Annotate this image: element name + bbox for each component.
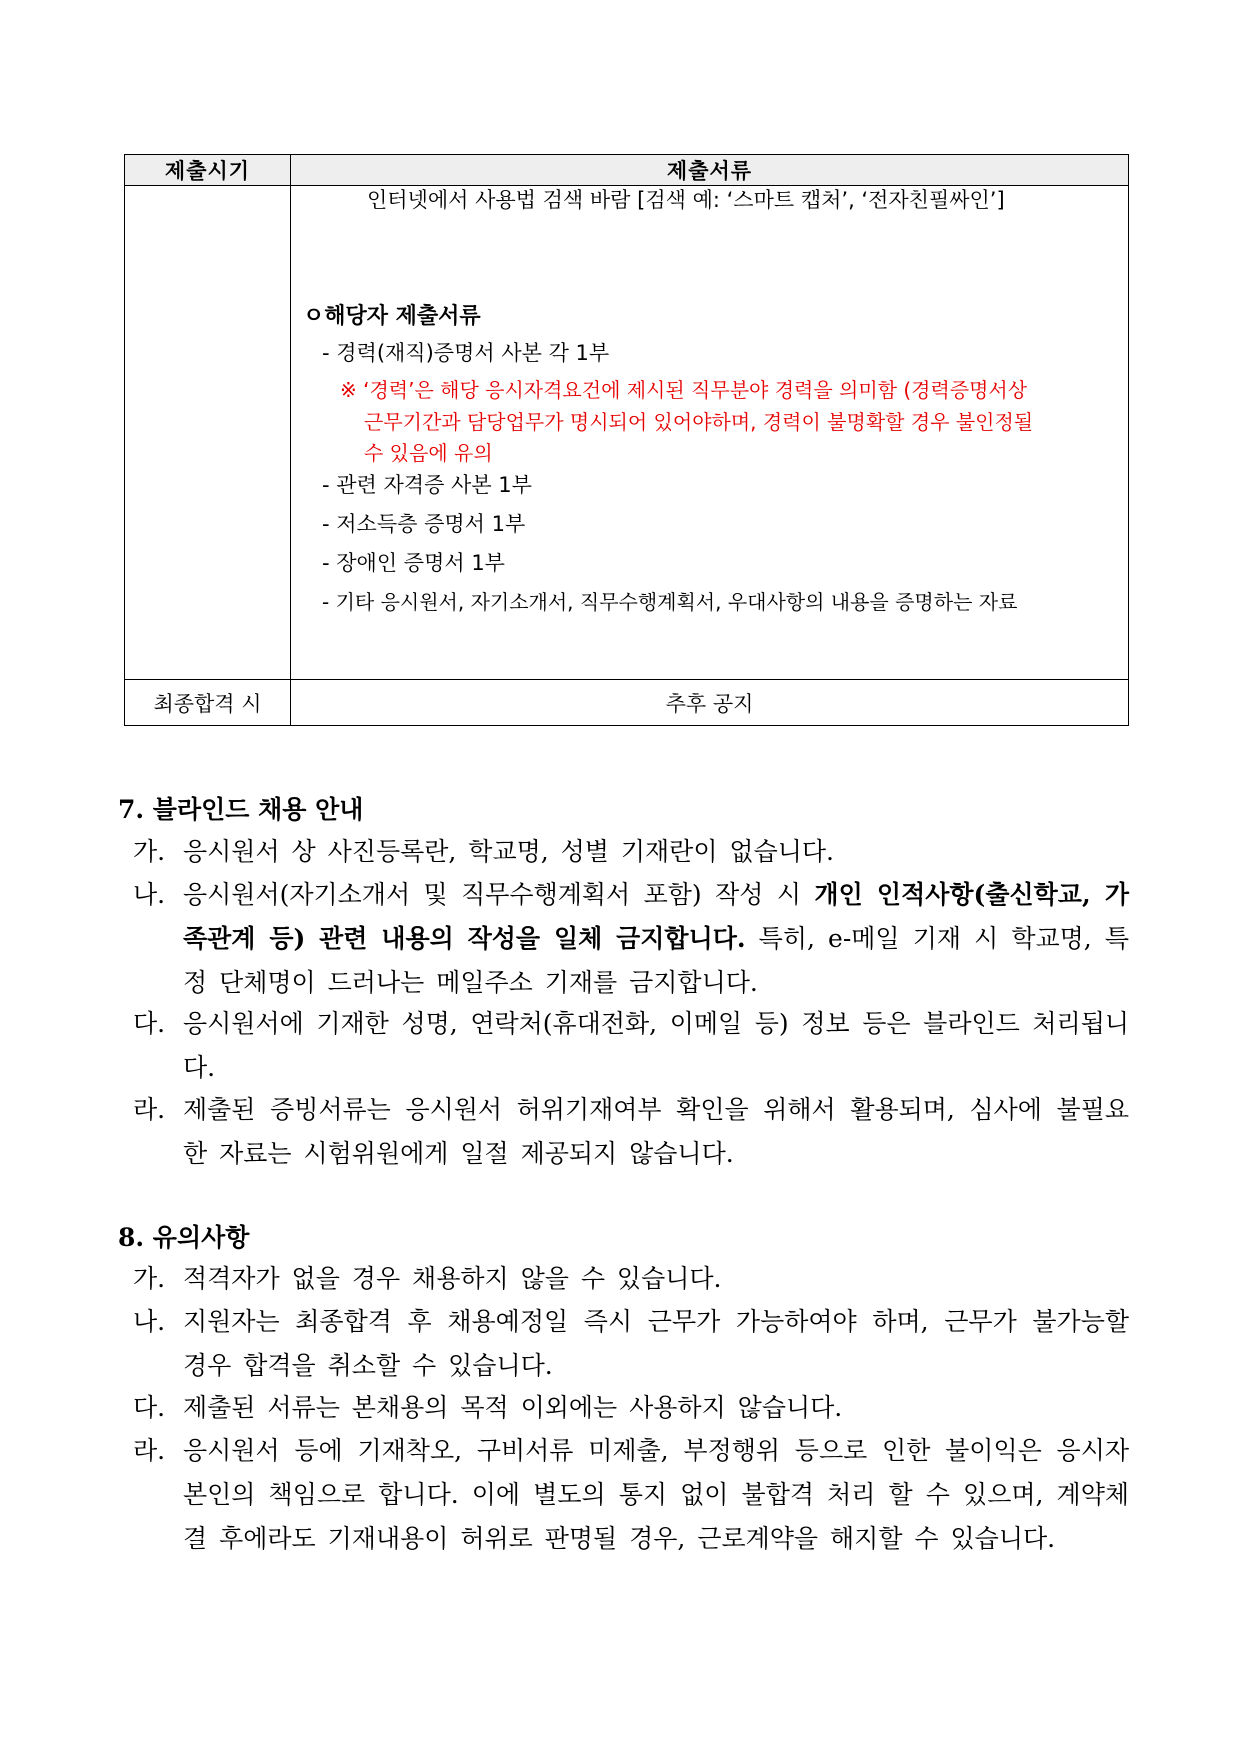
header-submission-time: 제출시기 xyxy=(125,155,291,186)
career-note-line-3: 수 있음에 유의 xyxy=(364,441,493,465)
list-marker: 라. xyxy=(133,1095,166,1124)
list-marker: 나. xyxy=(133,880,166,909)
emphasized-text: 개인 인적사항(출신학교, 가족관계 등) 관련 내용의 작성을 일체 금지합니다. xyxy=(183,880,1129,953)
text-segment: 특히, e-메일 기재 시 학교명, 특정 단체명이 드러나는 메일주소 기재를 금지합니다. xyxy=(183,924,1130,997)
table-header-row xyxy=(125,155,1129,186)
row2-time-cell: 최종합격 시 xyxy=(125,680,291,726)
list-item xyxy=(133,1429,1129,1561)
list-item xyxy=(133,1300,1129,1388)
list-item-text: 제출된 서류는 본채용의 목적 이외에는 사용하지 않습니다. xyxy=(183,1393,843,1422)
row1-documents-cell xyxy=(291,186,1129,680)
table-row xyxy=(125,680,1129,726)
list-item xyxy=(133,873,1129,1005)
search-guide-line: 인터넷에서 사용법 검색 바람 [검색 예: ‘스마트 캡처’, ‘전자친필싸인’] xyxy=(367,188,1005,212)
doc-item-low-income: - 저소득층 증명서 1부 xyxy=(322,512,526,536)
list-item-text: 응시원서에 기재한 성명, 연락처(휴대전화, 이메일 등) 정보 등은 블라인드 처리됩니다. xyxy=(183,1009,1129,1082)
eligible-documents-heading: ㅇ해당자 제출서류 xyxy=(303,304,481,329)
list-item xyxy=(133,1088,1129,1176)
list-marker: 라. xyxy=(133,1436,166,1465)
doc-item-disability: - 장애인 증명서 1부 xyxy=(322,551,505,575)
list-item xyxy=(133,1002,1129,1090)
row1-time-cell xyxy=(125,186,291,680)
submission-table xyxy=(124,154,1129,726)
table-row xyxy=(125,186,1129,680)
list-item-text: 응시원서 상 사진등록란, 학교명, 성별 기재란이 없습니다. xyxy=(183,837,834,866)
list-marker: 다. xyxy=(133,1393,166,1422)
list-item-text xyxy=(183,873,1129,1005)
doc-item-career: - 경력(재직)증명서 사본 각 1부 xyxy=(322,341,610,365)
list-item-text: 적격자가 없을 경우 채용하지 않을 수 있습니다. xyxy=(183,1264,722,1293)
list-item xyxy=(133,830,1129,874)
list-marker: 가. xyxy=(133,837,166,866)
doc-item-other: - 기타 응시원서, 자기소개서, 직무수행계획서, 우대사항의 내용을 증명하는 자료 xyxy=(322,590,1018,614)
list-marker: 다. xyxy=(133,1009,166,1038)
list-item-text: 지원자는 최종합격 후 채용예정일 즉시 근무가 가능하여야 하며, 근무가 불가능할 경우 합격을 취소할 수 있습니다. xyxy=(183,1307,1129,1380)
header-submission-documents: 제출서류 xyxy=(291,155,1129,186)
list-item xyxy=(133,1257,1129,1301)
doc-item-license: - 관련 자격증 사본 1부 xyxy=(322,473,532,497)
list-item-text: 제출된 증빙서류는 응시원서 허위기재여부 확인을 위해서 활용되며, 심사에 불필요한 자료는 시험위원에게 일절 제공되지 않습니다. xyxy=(183,1095,1129,1168)
list-marker: 나. xyxy=(133,1307,166,1336)
list-item xyxy=(133,1386,1129,1430)
list-marker: 가. xyxy=(133,1264,166,1293)
text-segment: 응시원서(자기소개서 및 직무수행계획서 포함) 작성 시 xyxy=(183,880,815,909)
career-note-line-2: 근무기간과 담당업무가 명시되어 있어야하며, 경력이 불명확할 경우 불인정될 xyxy=(364,410,1034,434)
career-note-line-1: ※ ‘경력’은 해당 응시자격요건에 제시된 직무분야 경력을 의미함 (경력증명서상 xyxy=(340,378,1028,402)
row2-documents-cell: 추후 공지 xyxy=(291,680,1129,726)
section-title: 8. 유의사항 xyxy=(118,1223,250,1252)
list-item-text: 응시원서 등에 기재착오, 구비서류 미제출, 부정행위 등으로 인한 불이익은 응시자 본인의 책임으로 합니다. 이에 별도의 통지 없이 불합격 처리 할 수 있으며, 계약체결 후에라도 기재내용이 허위로 판명될 경우, 근로계약을 해지할 수 있습니다. xyxy=(183,1436,1129,1553)
section-title: 7. 블라인드 채용 안내 xyxy=(118,795,364,824)
